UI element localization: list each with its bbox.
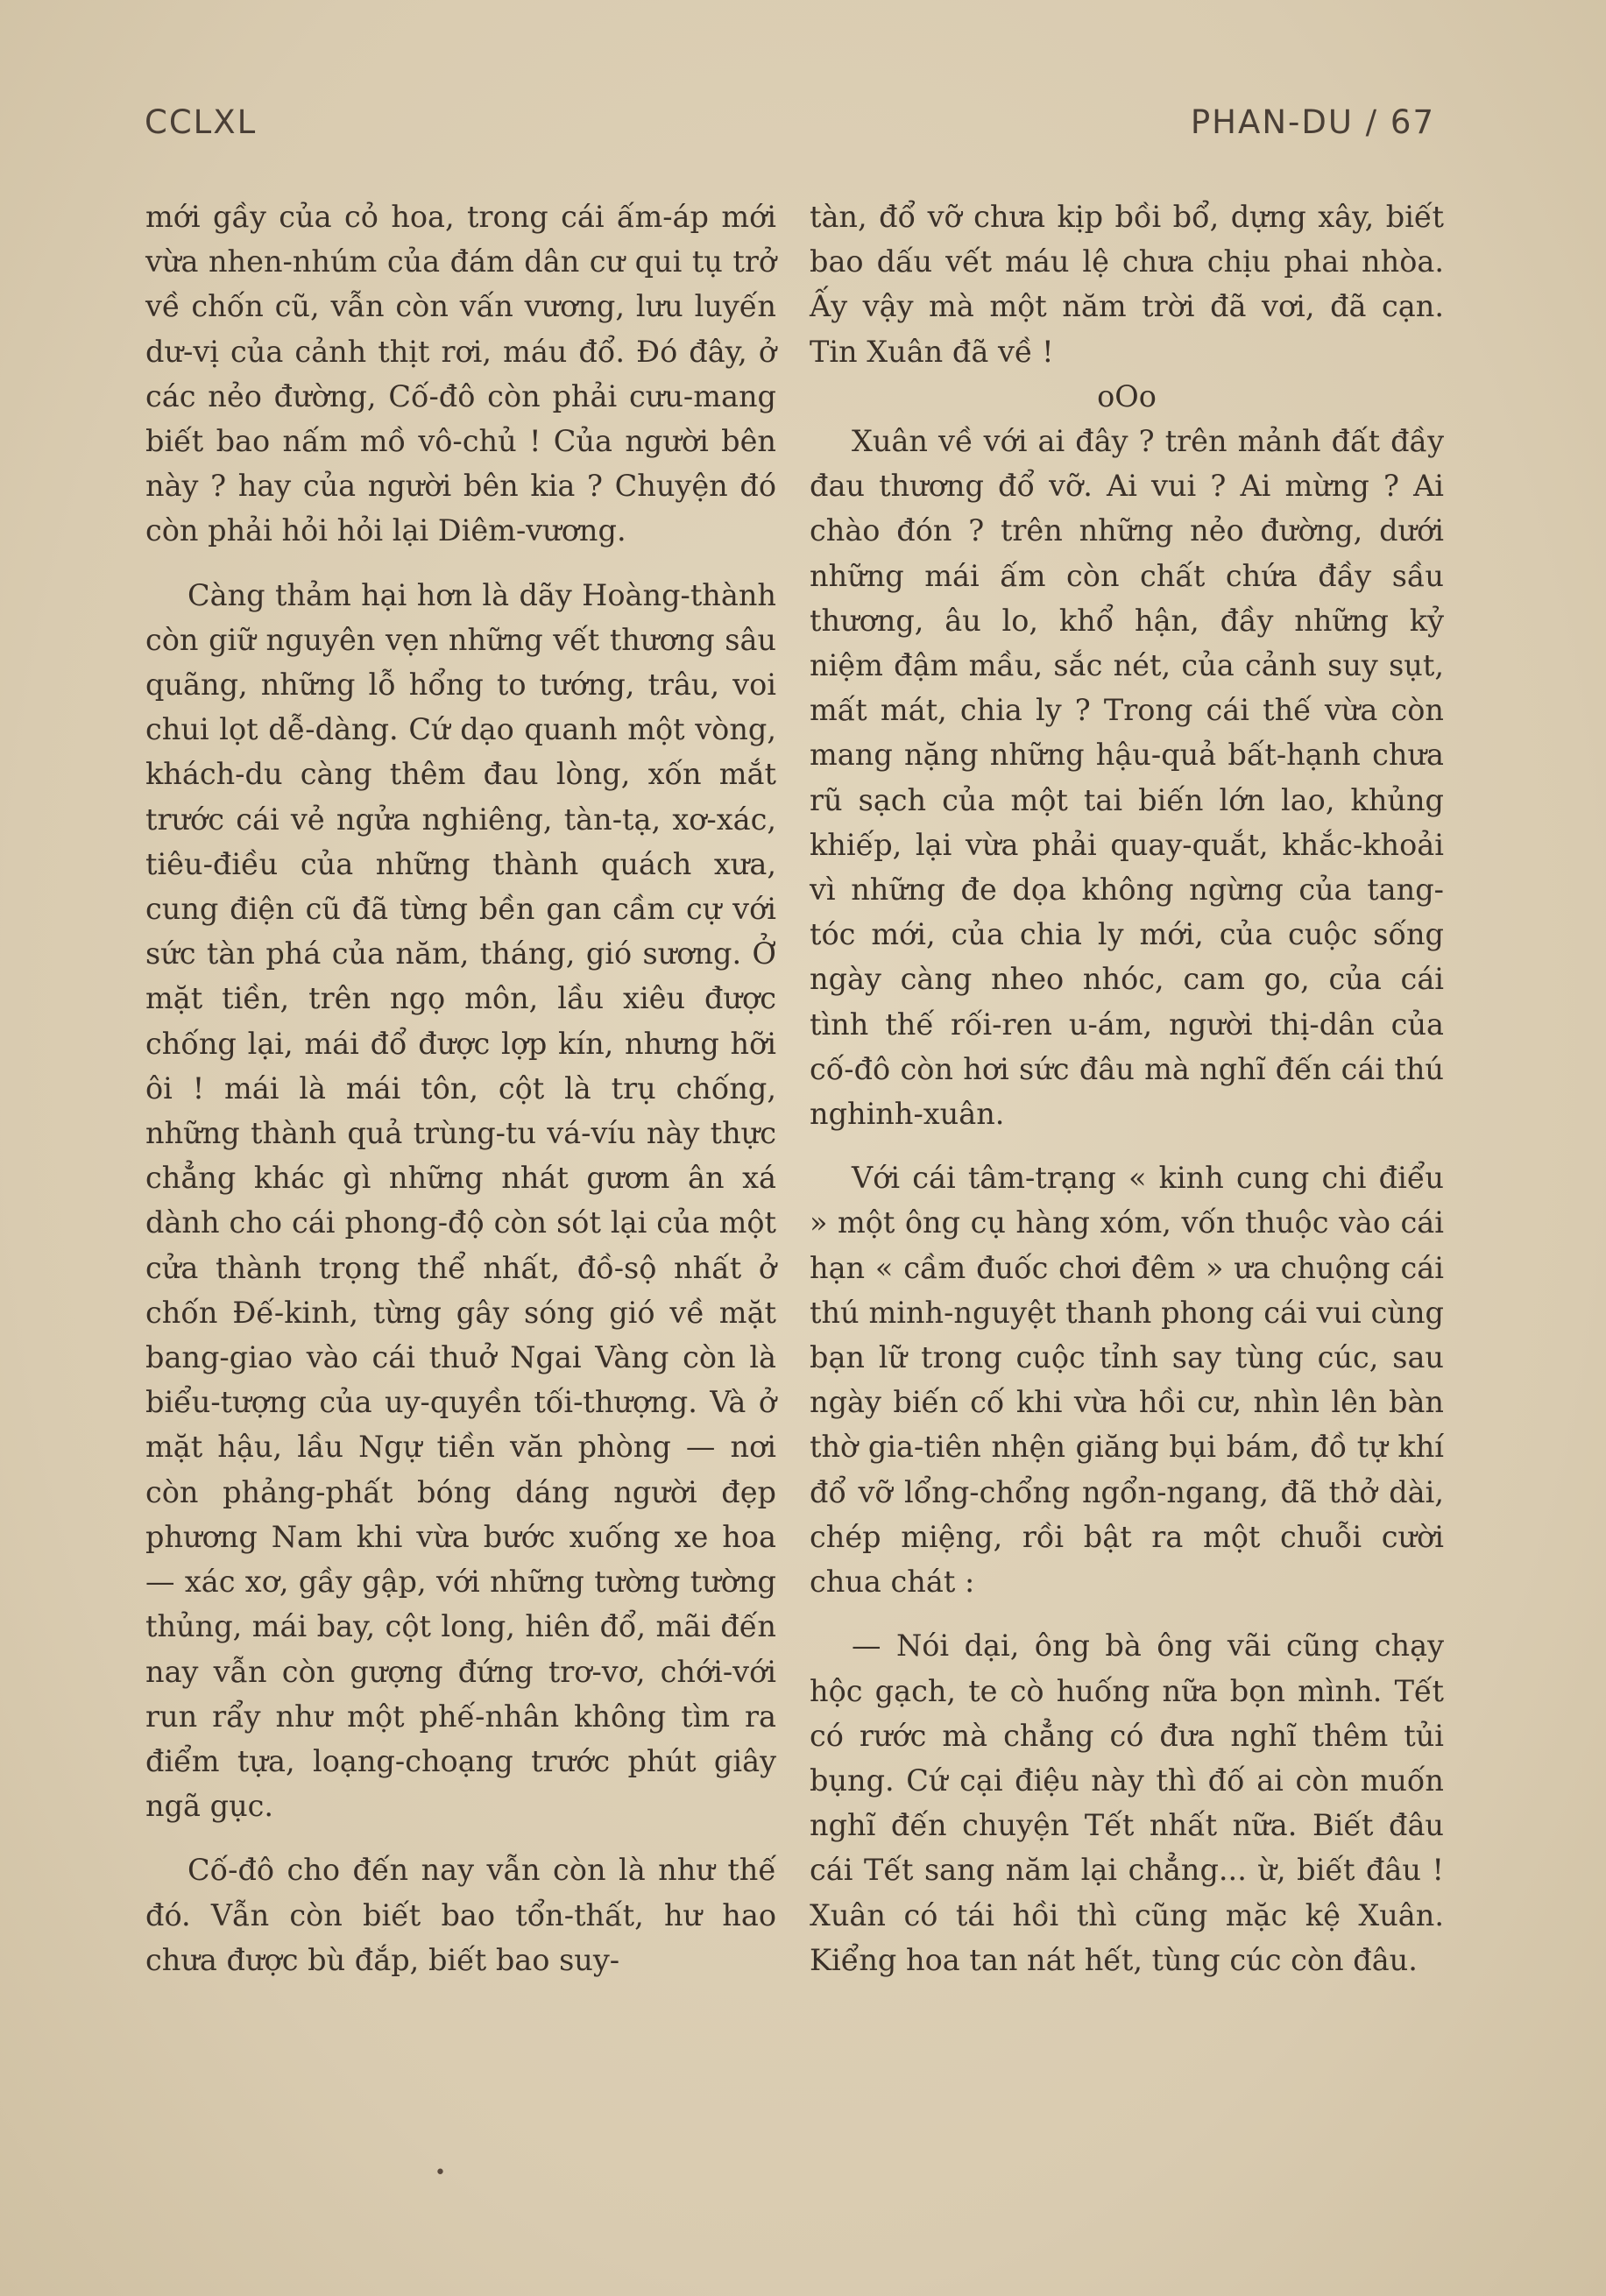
print-speck: • xyxy=(435,2162,446,2184)
paragraph: tàn, đổ vỡ chưa kịp bồi bổ, dựng xây, biết bao dấu vết máu lệ chưa chịu phai nhòa. Ấy vậy mà một năm trời đã vơi, đã cạn. Tin Xuân đã về ! xyxy=(810,200,1444,369)
paragraph: mới gầy của cỏ hoa, trong cái ấm-áp mới vừa nhen-nhúm của đám dân cư qui tụ trở về chốn cũ, vẫn còn vấn vương, lưu luyến dư-vị của cảnh thịt rơi, máu đổ. Đó đây, ở các nẻo đường, Cố-đô còn phải cưu-mang biết bao nấm mồ vô-chủ ! Của người bên này ? hay của người bên kia ? Chuyện đó còn phải hỏi hỏi lại Diêm-vương. xyxy=(145,200,776,548)
section-divider: oOo xyxy=(1097,378,1157,413)
paragraph: Xuân về với ai đây ? trên mảnh đất đầy đau thương đổ vỡ. Ai vui ? Ai mừng ? Ai chào đón ? trên những nẻo đường, dưới những mái ấm còn chất chứa đầy sầu thương, âu lo, khổ hận, đầy những kỷ niệm đậm mầu, sắc nét, của cảnh suy sụt, mất mát, chia ly ? Trong cái thế vừa còn mang nặng những hậu-quả bất-hạnh chưa rũ sạch của một tai biến lớn lao, khủng khiếp, lại vừa phải quay-quắt, khắc-khoải vì những đe dọa không ngừng của tang-tóc mới, của chia ly mới, của cuộc sống ngày càng nheo nhóc, cam go, của cái tình thế rối-ren u-ám, người thị-dân của cố-đô còn hơi sức đâu mà nghĩ đến cái thú nghinh-xuân. xyxy=(810,424,1444,1132)
paragraph: — Nói dại, ông bà ông vãi cũng chạy hộc gạch, te cò huống nữa bọn mình. Tết có rước mà chẳng có đưa nghĩ thêm tủi bụng. Cứ cại điệu này thì đố ai còn muốn nghĩ đến chuyện Tết nhất nữa. Biết đâu cái Tết sang năm lại chẳng... ừ, biết đâu ! Xuân có tái hồi thì cũng mặc kệ Xuân. Kiểng hoa tan nát hết, tùng cúc còn đâu. xyxy=(810,1628,1444,1977)
paragraph: Cố-đô cho đến nay vẫn còn là như thế đó. Vẫn còn biết bao tổn-thất, hư hao chưa được bù đắp, biết bao suy- xyxy=(145,1853,776,1977)
page-header xyxy=(145,103,1435,156)
header-left-mark: CCLXL xyxy=(145,103,258,141)
left-column xyxy=(145,194,776,1982)
right-column xyxy=(810,194,1444,1982)
paragraph: Càng thảm hại hơn là dãy Hoàng-thành còn giữ nguyên vẹn những vết thương sâu quãng, những lỗ hổng to tướng, trâu, voi chui lọt dễ-dàng. Cứ dạo quanh một vòng, khách-du càng thêm đau lòng, xốn mắt trước cái vẻ ngửa nghiêng, tàn-tạ, xơ-xác, tiêu-điều của những thành quách xưa, cung điện cũ đã từng bền gan cầm cự với sức tàn phá của năm, tháng, gió sương. Ở mặt tiền, trên ngọ môn, lầu xiêu được chống lại, mái đổ được lợp kín, nhưng hỡi ôi ! mái là mái tôn, cột là trụ chống, những thành quả trùng-tu vá-víu này thực chẳng khác gì những nhát gươm ân xá dành cho cái phong-độ còn sót lại của một cửa thành trọng thể nhất, đồ-sộ nhất ở chốn Đế-kinh, từng gây sóng gió về mặt bang-giao vào cái thuở Ngai Vàng còn là biểu-tượng của uy-quyền tối-thượng. Và ở mặt hậu, lầu Ngự tiền văn phòng — nơi còn phảng-phất bóng dáng người đẹp phương Nam khi vừa bước xuống xe hoa — xác xơ, gầy gập, với những tường tường thủng, mái bay, cột long, hiên đổ, mãi đến nay vẫn còn gượng đứng trơ-vơ, chới-với run rẩy như một phế-nhân không tìm ra điểm tựa, loạng-choạng trước phút giây ngã gục. xyxy=(145,577,776,1824)
paragraph: Với cái tâm-trạng « kinh cung chi điểu » một ông cụ hàng xóm, vốn thuộc vào cái hạn « cầm đuốc chơi đêm » ưa chuộng cái thú minh-nguyệt thanh phong cái vui cùng bạn lữ trong cuộc tỉnh say tùng cúc, sau ngày biến cố khi vừa hồi cư, nhìn lên bàn thờ gia-tiên nhện giăng bụi bám, đồ tự khí đổ vỡ lổng-chổng ngổn-ngang, đã thở dài, chép miệng, rồi bật ra một chuỗi cười chua chát : xyxy=(810,1161,1444,1600)
header-running-title: PHAN-DU / 67 xyxy=(1190,103,1435,141)
